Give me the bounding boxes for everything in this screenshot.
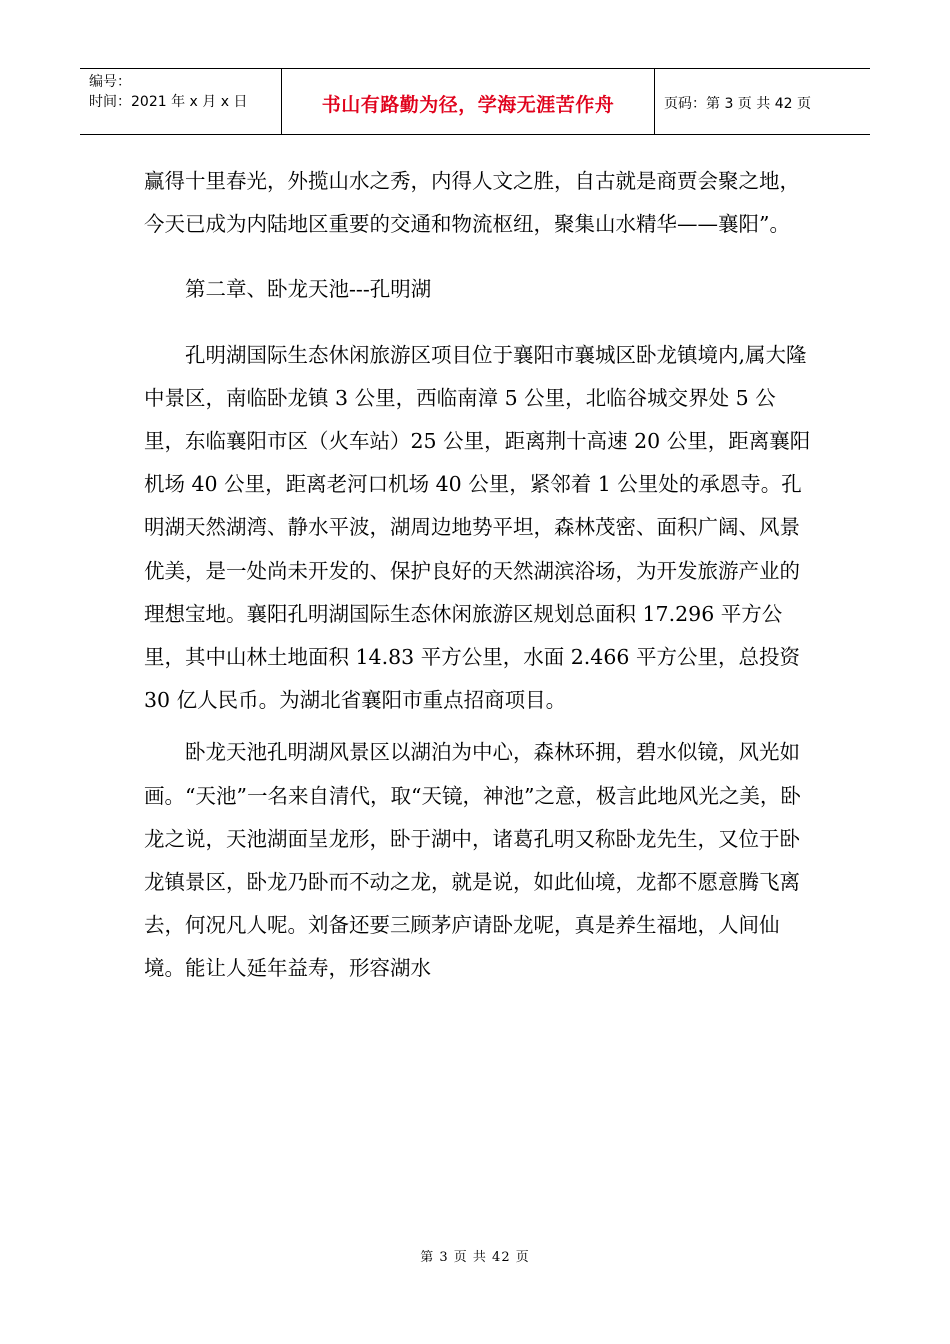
document-date-label: 时间：2021 年 x 月 x 日: [89, 94, 248, 110]
body-paragraph: 卧龙天池孔明湖风景区以湖泊为中心，森林环拥，碧水似镜，风光如画。“天池”一名来自清代，取“天镜，神池”之意，极言此地风光之美，卧龙之说，天池湖面呈龙形，卧于湖中，诸葛孔明又称卧龙先生，又位于卧龙镇景区，卧龙乃卧而不动之龙，就是说，如此仙境，龙都不愿意腾飞离去，何况凡人呢。刘备还要三顾茅庐请卧龙呢，真是养生福地，人间仙境。能让人延年益寿，形容湖水: [144, 740, 801, 981]
document-number-label: 编号：: [89, 74, 131, 90]
header-meta: [89, 72, 247, 112]
page-header: [80, 68, 870, 135]
header-divider: [654, 69, 655, 134]
header-page-info: 页码：第 3 页 共 42 页: [664, 96, 811, 112]
intro-paragraph: 赢得十里春光，外揽山水之秀，内得人文之胜，自古就是商贾会聚之地，今天已成为内陆地区重要的交通和物流枢纽，聚集山水精华——襄阳”。: [144, 169, 800, 237]
document-body: [144, 160, 814, 991]
chapter-title: 第二章、卧龙天池---孔明湖: [185, 277, 432, 302]
header-motto: 书山有路勤为径，学海无涯苦作舟: [321, 94, 615, 116]
page-footer: 第 3 页 共 42 页: [420, 1250, 530, 1265]
body-paragraph: 孔明湖国际生态休闲旅游区项目位于襄阳市襄城区卧龙镇境内,属大隆中景区，南临卧龙镇 3 公里，西临南漳 5 公里，北临谷城交界处 5 公里，东临襄阳市区（火车站）25 公里，距离荆十高速 20 公里，距离襄阳机场 40 公里，距离老河口机场 40 公里，紧邻着 1 公里处的承恩寺。孔明湖天然湖湾、静水平波，湖周边地势平坦，森林茂密、面积广阔、风景优美，是一处尚未开发的、保护良好的天然湖滨浴场，为开发旅游产业的理想宝地。襄阳孔明湖国际生态休闲旅游区规划总面积 17.296 平方公里，其中山林土地面积 14.83 平方公里，水面 2.466 平方公里，总投资 30 亿人民币。为湖北省襄阳市重点招商项目。: [144, 342, 811, 713]
